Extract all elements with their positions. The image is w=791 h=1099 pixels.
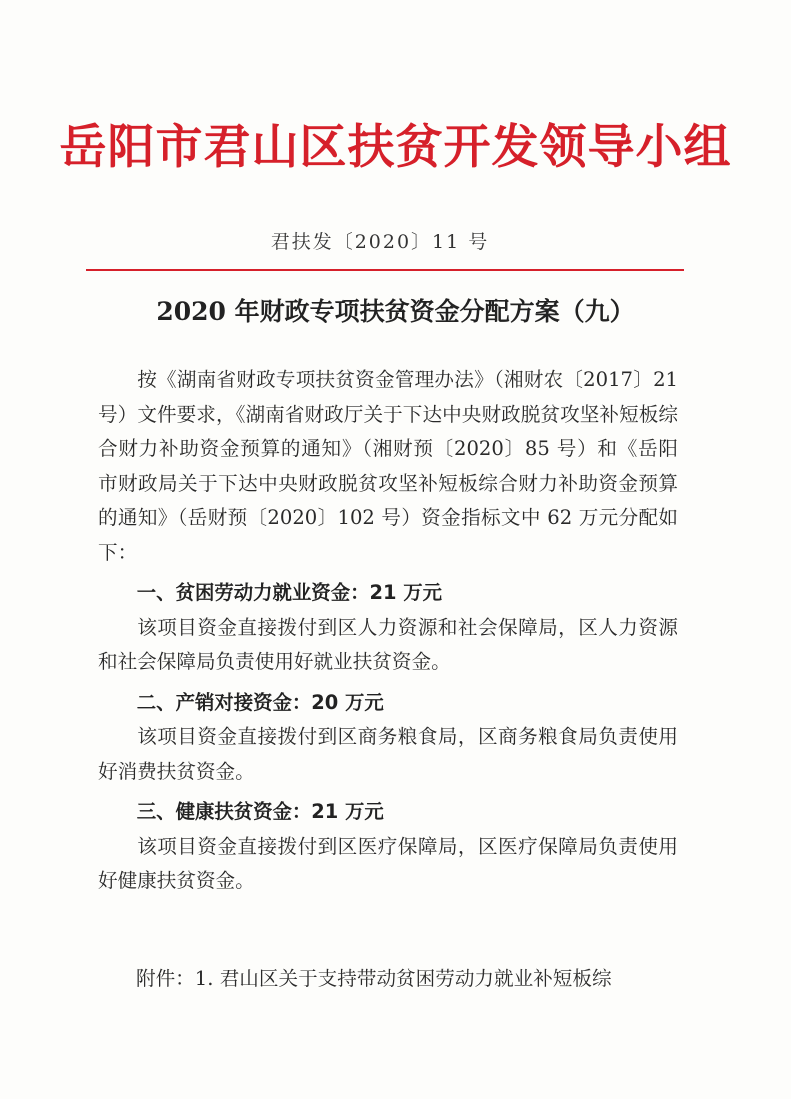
document-body: [98, 363, 678, 899]
section-text-1: 该项目资金直接拨付到区人力资源和社会保障局，区人力资源和社会保障局负责使用好就业扶贫资金。: [98, 615, 678, 673]
section-heading-2: 二、产销对接资金：20 万元: [136, 690, 384, 714]
section-heading-3: 三、健康扶贫资金：21 万元: [136, 800, 384, 823]
document-title: 2020 年财政专项扶贫资金分配方案（九）: [156, 297, 635, 326]
section-text-2: 该项目资金直接拨付到区商务粮食局，区商务粮食局负责使用好消费扶贫资金。: [98, 725, 678, 783]
red-divider-line: [86, 269, 684, 271]
issuing-organization: 岳阳市君山区扶贫开发领导小组: [59, 120, 732, 175]
intro-paragraph: 按《湖南省财政专项扶贫资金管理办法》（湘财农〔2017〕21 号）文件要求，《湖南省财政厅关于下达中央财政脱贫攻坚补短板综合财力补助资金预算的通知》（湘财预〔2020〕85 号）和《岳阳市财政局关于下达中央财政脱贫攻坚补短板综合财力补助资金预算的通知》（岳财预〔2020〕102 号）资金指标文中 62 万元分配如下：: [98, 368, 678, 564]
document-number: 君扶发〔2020〕11 号: [270, 231, 490, 253]
section-heading-1: 一、贫困劳动力就业资金：21 万元: [136, 581, 442, 604]
section-text-3: 该项目资金直接拨付到区医疗保障局，区医疗保障局负责使用好健康扶贫资金。: [98, 834, 678, 892]
attachment-line: 附件：1. 君山区关于支持带动贫困劳动力就业补短板综: [136, 967, 612, 990]
